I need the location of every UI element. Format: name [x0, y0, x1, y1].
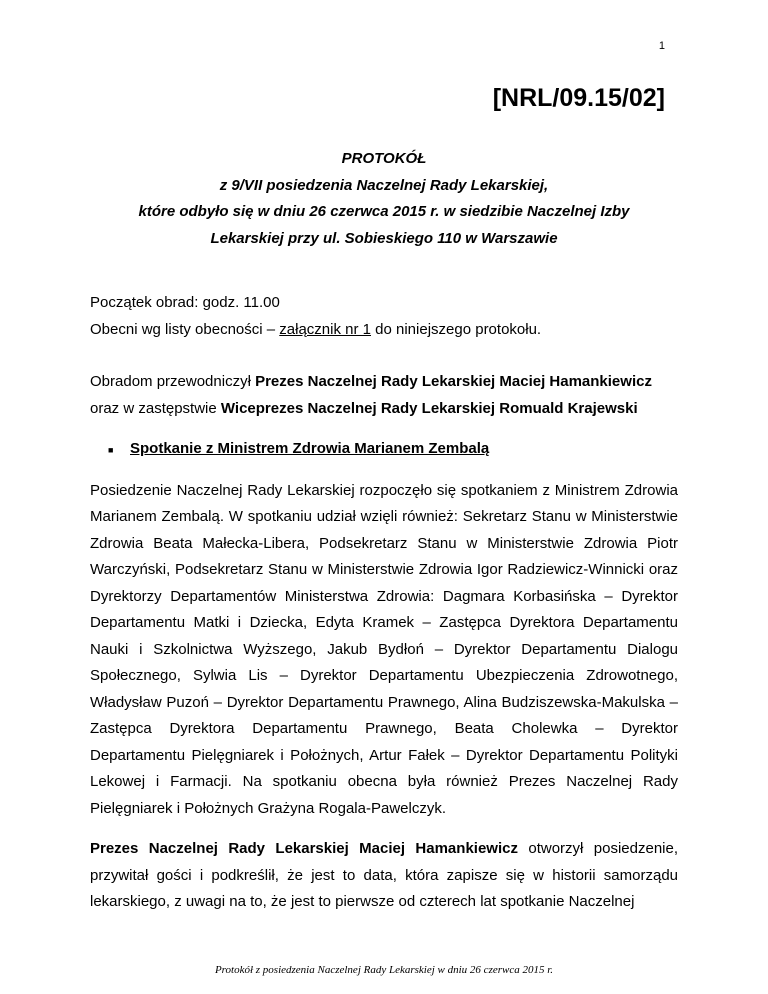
meeting-start: Początek obrad: godz. 11.00: [90, 294, 280, 311]
attendance-suffix: do niniejszego protokołu.: [370, 320, 542, 338]
chair-text-1: Obradom przewodniczył: [90, 373, 256, 390]
page-footer: Protokół z posiedzenia Naczelnej Rady Lekarskiej w dniu 26 czerwca 2015 r.: [214, 964, 554, 976]
chair-vice-president: Wiceprezes Naczelnej Rady Lekarskiej Romuald Krajewski: [220, 399, 638, 417]
chair-text-2: oraz w zastępstwie: [90, 399, 221, 417]
document-body: [90, 290, 678, 916]
title-line-3: które odbyło się w dniu 26 czerwca 2015 r. w siedzibie Naczelnej Izby: [138, 203, 630, 220]
attendance-prefix: Obecni wg listy obecności –: [90, 320, 280, 338]
bullet-square-icon: ■: [108, 445, 114, 455]
section-heading-text: Spotkanie z Ministrem Zdrowia Marianem Zembalą: [130, 440, 490, 457]
paragraph-opening-text: otworzył posiedzenie, przywitał gości i podkreślił, że jest to data, która zapisze się w historii samorządu lekarskiego, z uwagi na to, że jest to pierwsze od czterech lat spotkanie Naczelnej: [90, 840, 678, 910]
attendance-attachment-link[interactable]: załącznik nr 1: [279, 320, 371, 338]
title-line-2: z 9/VII posiedzenia Naczelnej Rady Lekarskiej,: [219, 176, 549, 194]
title-line-4: Lekarskiej przy ul. Sobieskiego 110 w Warszawie: [210, 229, 558, 247]
section-heading: [90, 436, 678, 464]
paragraph-opening: [90, 836, 678, 916]
title-heading: PROTOKÓŁ: [341, 150, 427, 167]
chair-paragraph: [90, 369, 678, 422]
title-block: [90, 146, 678, 252]
page-number: 1: [658, 40, 665, 52]
paragraph-opening-president: Prezes Naczelnej Rady Lekarskiej Maciej Hamankiewicz: [90, 840, 518, 857]
chair-president: Prezes Naczelnej Rady Lekarskiej Maciej Hamankiewicz: [255, 373, 652, 390]
attendance-line: [90, 317, 678, 344]
paragraph-meeting-minister: Posiedzenie Naczelnej Rady Lekarskiej rozpoczęło się spotkaniem z Ministrem Zdrowia Marianem Zembalą. W spotkaniu udział wzięli również: Sekretarz Stanu w Ministerstwie Zdrowia Beata Małecka-Libera, Podsekretarz Stanu w Ministerstwie Zdrowia Piotr Warczyński, Podsekretarz Stanu w Ministerstwie Zdrowia Igor Radziewicz-Winnicki oraz Dyrektorzy Departamentów Ministerstwa Zdrowia: Dagmara Korbasińska – Dyrektor Departamentu Matki i Dziecka, Edyta Kramek – Zastępca Dyrektora Departamentu Nauki i Szkolnictwa Wyższego, Jakub Bydłoń – Dyrektor Departamentu Dialogu Społecznego, Sylwia Lis – Dyrektor Departamentu Ubezpieczenia Zdrowotnego, Władysław Puzoń – Dyrektor Departamentu Prawnego, Alina Budziszewska-Makulska – Zastępca Dyrektora Departamentu Prawnego, Beata Cholewka – Dyrektor Departamentu Pielęgniarek i Położnych, Artur Fałek – Dyrektor Departamentu Polityki Lekowej i Farmacji. Na spotkaniu obecna była również Prezes Naczelnej Rady Pielęgniarek i Położnych Grażyna Rogala-Pawelczyk.: [90, 481, 678, 817]
document-code: [NRL/09.15/02]: [492, 84, 665, 112]
